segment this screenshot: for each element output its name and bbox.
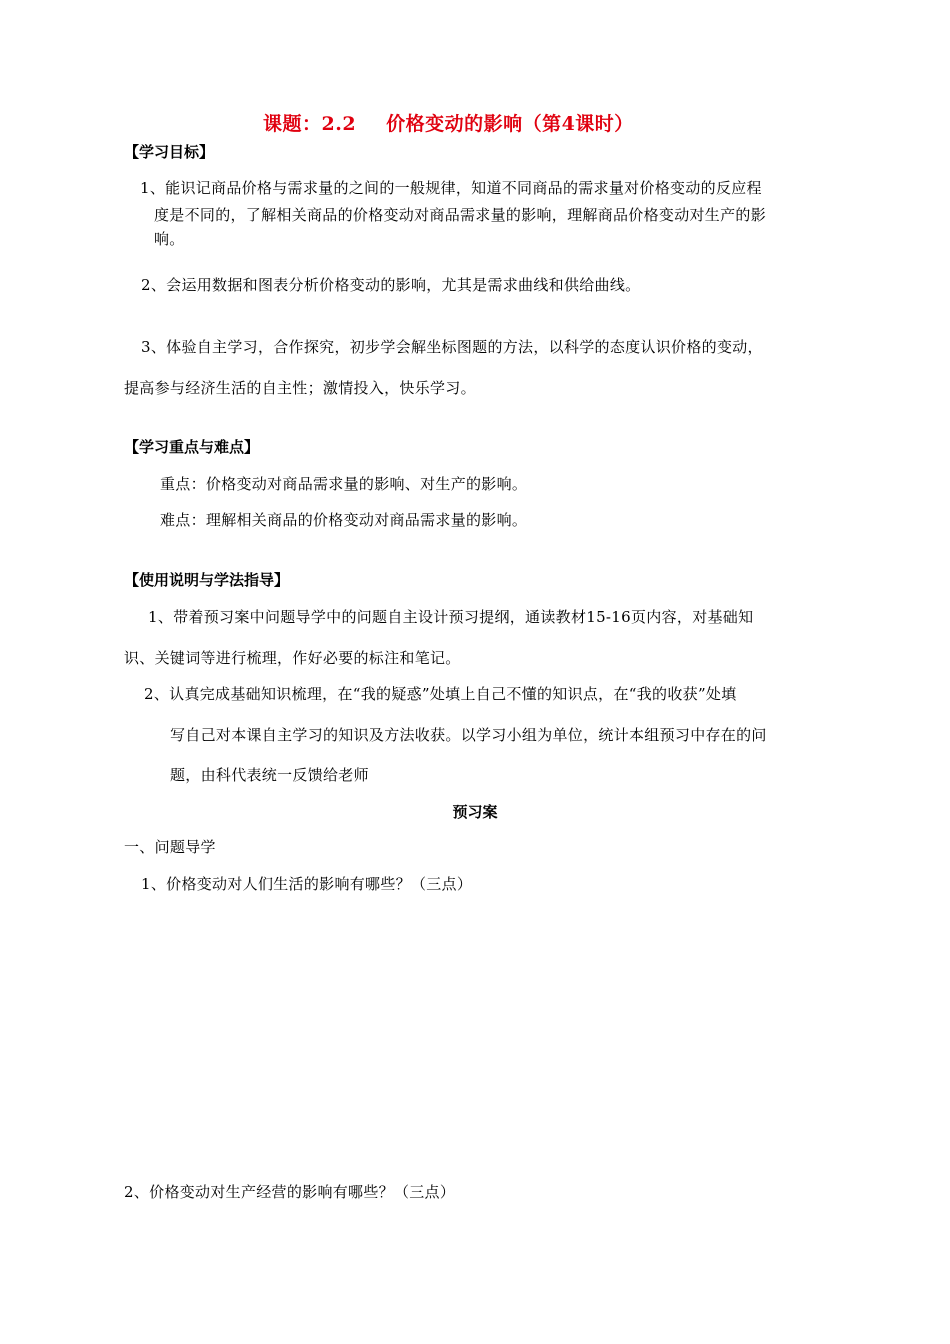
section-heading: 一、问题导学 <box>124 838 216 856</box>
objective-2: 2、会运用数据和图表分析价格变动的影响，尤其是需求曲线和供给曲线。 <box>141 276 641 294</box>
page-title <box>263 114 634 134</box>
title-prefix: 课题：2.2 <box>263 113 357 135</box>
instruction-2-line-2: 写自己对本课自主学习的知识及方法收获。以学习小组为单位，统计本组预习中存在的问 <box>170 726 767 744</box>
question-2: 2、价格变动对生产经营的影响有哪些？（三点） <box>124 1183 456 1201</box>
title-main: 价格变动的影响（第4课时） <box>386 113 634 135</box>
focus-point: 重点：价格变动对商品需求量的影响、对生产的影响。 <box>160 475 528 493</box>
instruction-2-line-1: 2、认真完成基础知识梳理，在“我的疑惑”处填上自己不懂的知识点，在“我的收获”处填 <box>144 685 737 703</box>
key-points-heading: 【学习重点与难点】 <box>124 438 260 456</box>
objective-1-line-1: 1、能识记商品价格与需求量的之间的一般规律，知道不同商品的需求量对价格变动的反应程 <box>140 179 762 197</box>
instruction-1-line-2: 识、关键词等进行梳理，作好必要的标注和笔记。 <box>124 649 461 667</box>
instruction-1-line-1: 1、带着预习案中问题导学中的问题自主设计预习提纲，通读教材15-16页内容，对基础知 <box>148 608 754 626</box>
difficulty-point: 难点：理解相关商品的价格变动对商品需求量的影响。 <box>160 511 528 529</box>
question-1: 1、价格变动对人们生活的影响有哪些？（三点） <box>141 875 473 893</box>
instruction-2-line-3: 题，由科代表统一反馈给老师 <box>170 766 369 784</box>
objectives-heading: 【学习目标】 <box>124 143 215 161</box>
objective-1-line-3: 响。 <box>154 230 185 248</box>
instructions-heading: 【使用说明与学法指导】 <box>124 571 290 589</box>
preview-heading: 预习案 <box>452 803 498 821</box>
objective-1-line-2: 度是不同的，了解相关商品的价格变动对商品需求量的影响，理解商品价格变动对生产的影 <box>154 206 767 224</box>
objective-3-line-1: 3、体验自主学习，合作探究，初步学会解坐标图题的方法，以科学的态度认识价格的变动， <box>141 338 763 356</box>
objective-3-line-2: 提高参与经济生活的自主性；激情投入，快乐学习。 <box>124 379 476 397</box>
